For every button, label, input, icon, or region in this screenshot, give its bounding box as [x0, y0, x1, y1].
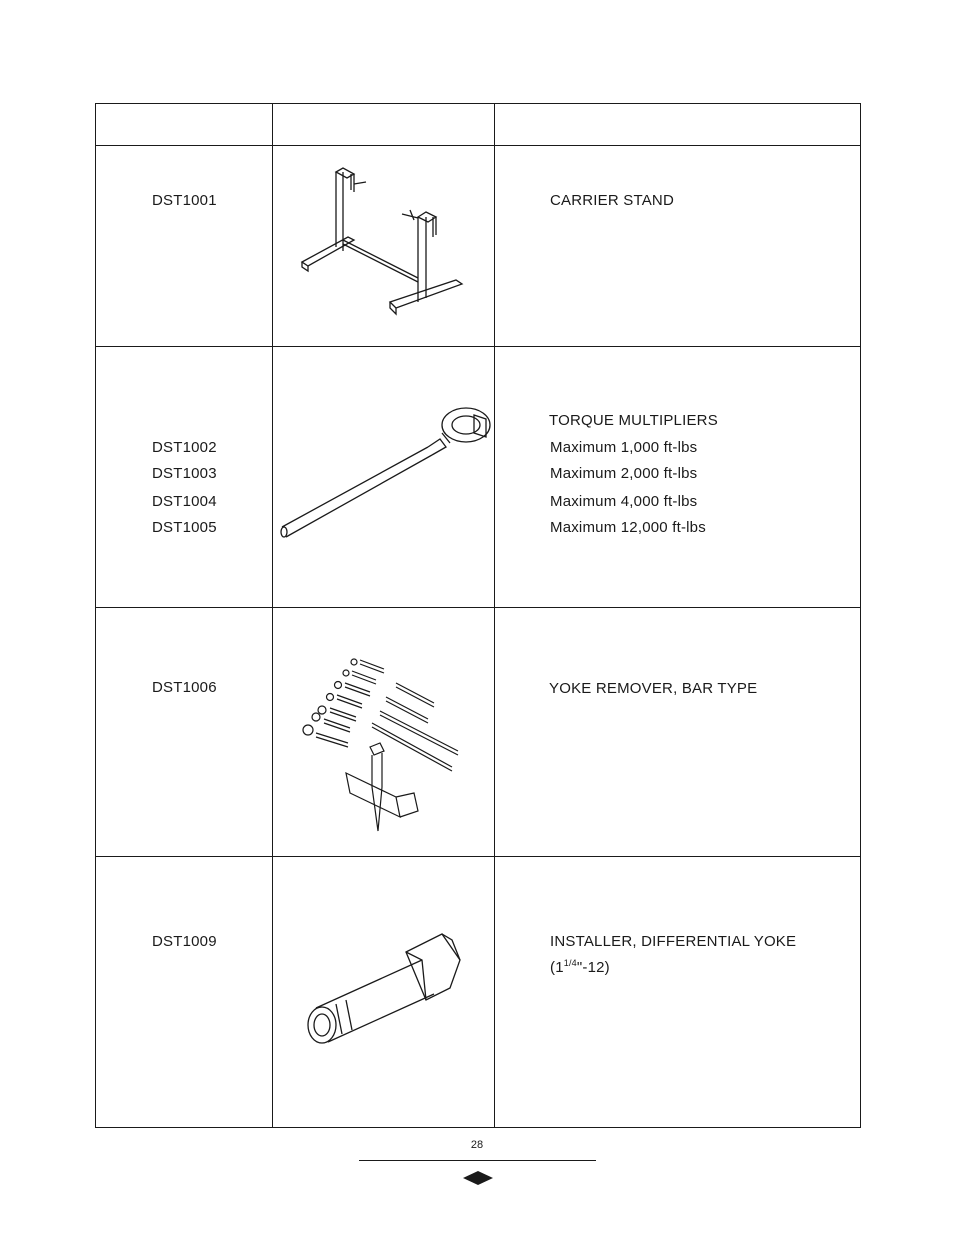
part-description: CARRIER STAND: [550, 192, 674, 209]
parts-table: [95, 103, 861, 1128]
part-number: DST1005: [152, 519, 217, 536]
row-divider: [96, 856, 860, 857]
part-description: YOKE REMOVER, BAR TYPE: [549, 680, 758, 697]
spec-line: Maximum 12,000 ft-lbs: [550, 519, 706, 536]
spec-line: Maximum 4,000 ft-lbs: [550, 493, 698, 510]
part-description: INSTALLER, DIFFERENTIAL YOKE: [550, 933, 797, 950]
row-divider: [96, 607, 860, 608]
part-number: DST1004: [152, 493, 217, 510]
yoke-remover-illustration: [296, 655, 471, 835]
part-description: TORQUE MULTIPLIERS: [549, 412, 718, 429]
part-number: DST1009: [152, 933, 217, 950]
spec-line: Maximum 1,000 ft-lbs: [550, 439, 698, 456]
size-spec: $(1^{1/4}"-12)$: [550, 958, 610, 976]
torque-multiplier-illustration: [278, 403, 493, 543]
part-number: DST1002: [152, 439, 217, 456]
carrier-stand-illustration: [296, 162, 471, 322]
column-divider: [494, 104, 495, 1127]
column-divider: [272, 104, 273, 1127]
diamond-icon: [463, 1171, 493, 1185]
part-number: DST1003: [152, 465, 217, 482]
footer-rule: [359, 1160, 596, 1161]
spec-line: Maximum 2,000 ft-lbs: [550, 465, 698, 482]
part-number: DST1006: [152, 679, 217, 696]
part-number: DST1001: [152, 192, 217, 209]
row-divider: [96, 346, 860, 347]
yoke-installer-illustration: [302, 930, 472, 1050]
page-number: 28: [470, 1139, 484, 1151]
header-divider: [96, 145, 860, 146]
